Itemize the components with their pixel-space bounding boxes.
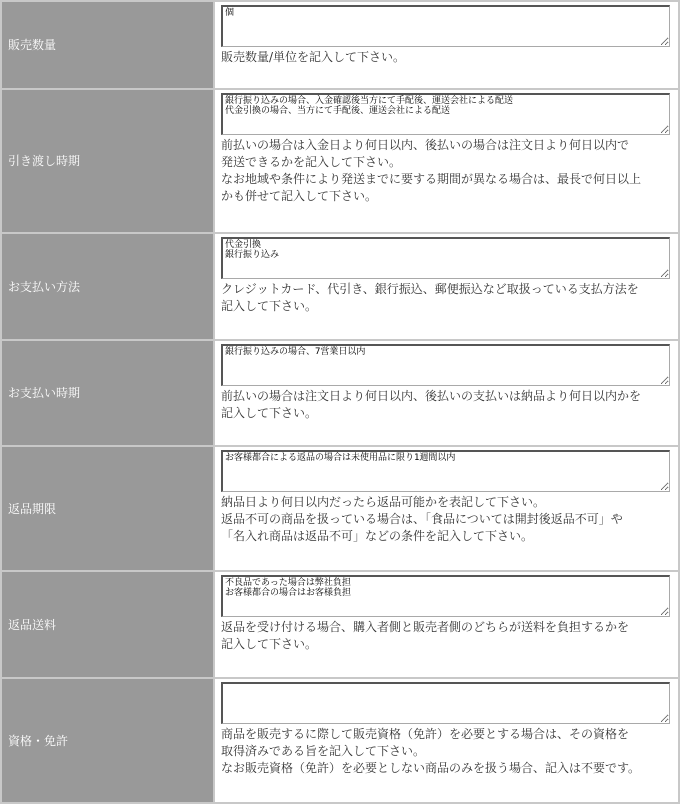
row-label: 返品期限 <box>2 447 213 570</box>
help-line: 「名入れ商品は返品不可」などの条件を記入して下さい。 <box>221 529 534 544</box>
row-field <box>215 2 678 88</box>
return-period-textarea[interactable] <box>221 450 670 492</box>
help-line: かも併せて記入して下さい。 <box>221 188 378 203</box>
row-field <box>215 90 678 232</box>
help-line: 記入して下さい。 <box>221 298 318 313</box>
help-text <box>221 281 674 315</box>
payment-method-textarea[interactable] <box>221 237 670 279</box>
row-label: 販売数量 <box>2 2 213 88</box>
help-text <box>221 137 674 205</box>
help-line: 販売数量/単位を記入して下さい。 <box>221 50 406 64</box>
row-label: 引き渡し時期 <box>2 90 213 232</box>
help-text <box>221 49 674 66</box>
row-label: 資格・免許 <box>2 679 213 802</box>
form-row-delivery-time <box>2 90 678 232</box>
help-line: なお地域や条件により発送までに要する期間が異なる場合は、最長で何日以上 <box>221 171 642 186</box>
row-field <box>215 234 678 339</box>
help-line: 返品不可の商品を扱っている場合は、「食品については開封後返品不可」や <box>221 512 623 527</box>
help-text <box>221 726 674 777</box>
form-row-payment-method <box>2 234 678 339</box>
help-line: クレジットカード、代引き、銀行振込、郵便振込など取扱っている支払方法を <box>221 281 639 296</box>
help-line: 商品を販売するに際して販売資格（免許）を必要とする場合は、その資格を <box>221 727 630 742</box>
help-line: 返品を受け付ける場合、購入者側と販売者側のどちらが送料を負担するかを <box>221 620 630 635</box>
help-line: 発送できるかを記入して下さい。 <box>221 154 402 169</box>
return-shipping-textarea[interactable] <box>221 575 670 617</box>
row-label: お支払い時期 <box>2 341 213 446</box>
row-label: お支払い方法 <box>2 234 213 339</box>
help-line: 記入して下さい。 <box>221 405 318 420</box>
help-text <box>221 388 674 422</box>
help-line: 取得済みである旨を記入して下さい。 <box>221 744 426 759</box>
help-line: 前払いの場合は入金日より何日以内、後払いの場合は注文日より何日以内で <box>221 137 630 152</box>
form-row-payment-time <box>2 341 678 446</box>
quantity-textarea[interactable] <box>221 5 670 47</box>
row-field <box>215 572 678 677</box>
payment-time-textarea[interactable] <box>221 344 670 386</box>
help-line: なお販売資格（免許）を必要としない商品のみを扱う場合、記入は不要です。 <box>221 761 641 776</box>
form-row-quantity <box>2 2 678 88</box>
license-textarea[interactable] <box>221 682 670 724</box>
help-line: 記入して下さい。 <box>221 637 318 652</box>
help-line: 納品日より何日以内だったら返品可能かを表記して下さい。 <box>221 495 546 510</box>
row-label: 返品送料 <box>2 572 213 677</box>
help-text <box>221 494 674 545</box>
row-field <box>215 679 678 802</box>
form-row-license <box>2 679 678 802</box>
help-text <box>221 619 674 653</box>
help-line: 前払いの場合は注文日より何日以内、後払いの支払いは納品より何日以内かを <box>221 388 642 403</box>
delivery-time-textarea[interactable] <box>221 93 670 135</box>
form-row-return-period <box>2 447 678 570</box>
row-field <box>215 447 678 570</box>
form-row-return-shipping <box>2 572 678 677</box>
row-field <box>215 341 678 446</box>
